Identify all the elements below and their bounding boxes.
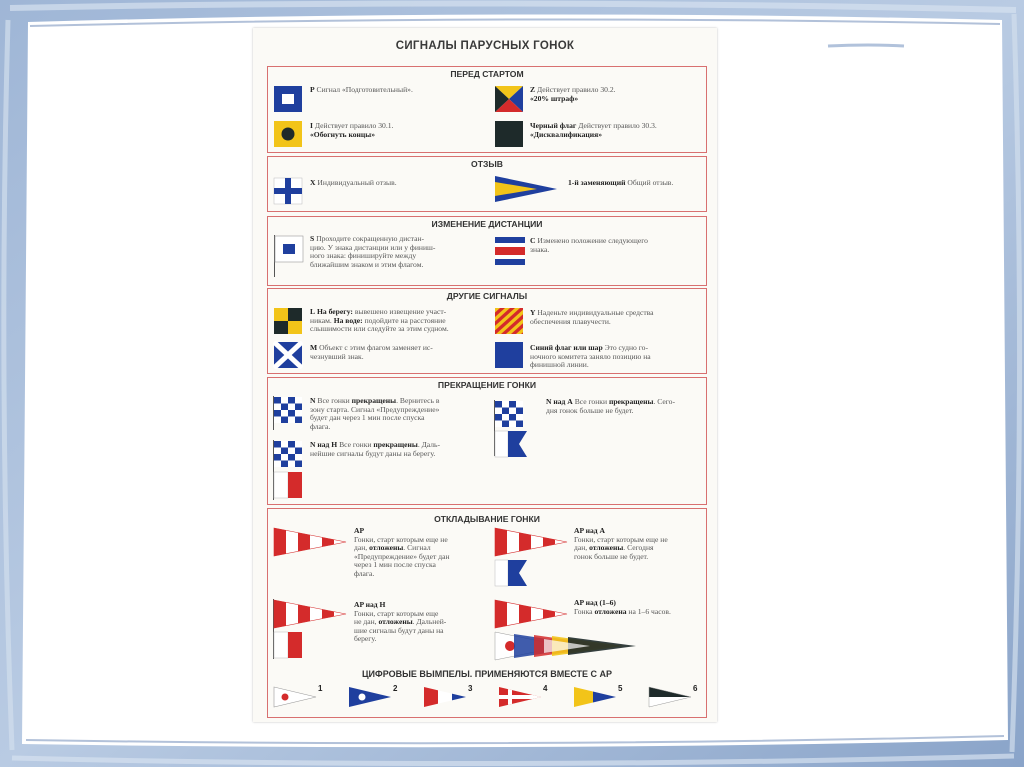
text-n-over-h: N над H Все гонки прекращены. Даль- нейшие сигналы будут даны на берегу. xyxy=(310,440,441,458)
text-n: N Все гонки прекращены. Вернитесь в зону старта. Сигнал «Предупреждение» будет дан через 1 мин после спуска флага. xyxy=(310,396,440,431)
flag-i xyxy=(273,120,303,148)
pennant-1 xyxy=(273,686,317,708)
section-heading: ПЕРЕД СТАРТОМ xyxy=(450,69,524,79)
text-ap: AP Гонки, старт которым еще не дан, отложены. Сигнал «Предупреждение» будет дан через 1 мин после спуска флага. xyxy=(354,526,450,578)
flag-m xyxy=(273,341,303,369)
text-y: Y Наденьте индивидуальные средства обеспечения плавучести. xyxy=(530,308,654,326)
section-abandon xyxy=(267,377,707,505)
flag-p xyxy=(273,85,303,113)
text-ap-over-h: AP над H Гонки, старт которым еще не дан, отложены. Дальней- шие сигналы будут даны на берегу. xyxy=(354,600,447,644)
flag-ap-over-a-ap xyxy=(494,527,568,557)
flag-ap-over-a-a xyxy=(494,559,528,587)
text-c: C Изменено положение следующего знака. xyxy=(530,236,648,254)
section-heading: ОТЗЫВ xyxy=(471,159,503,169)
flag-ap-over-h-ap xyxy=(273,599,347,629)
flag-black xyxy=(494,120,524,148)
section-heading: ДРУГИЕ СИГНАЛЫ xyxy=(446,291,528,301)
flag-ap-over-1-6-stack xyxy=(494,631,638,661)
text-n-over-a: N над A Все гонки прекращены. Сего- дня гонок больше не будет. xyxy=(546,397,675,415)
text-x: X Индивидуальный отзыв. xyxy=(310,178,397,187)
text-l: L На берегу: вывешено извещение участ- никам. На воде: подойдите на расстояние слышимости или следуйте за этим судном. xyxy=(310,307,449,334)
text-blue-flag: Синий флаг или шар Это судно го- ночного комитета заняло позицию на финишной линии. xyxy=(530,343,651,370)
pennant-3 xyxy=(423,686,467,708)
text-i: I Действует правило 30.1. «Обогнуть концы» xyxy=(310,121,394,139)
flag-n xyxy=(273,396,303,424)
flag-ap-over-h-h xyxy=(273,631,303,659)
flag-y xyxy=(494,307,524,335)
flag-n-over-h-n xyxy=(273,440,303,468)
flag-z xyxy=(494,85,524,113)
flag-c xyxy=(494,236,526,266)
section-other xyxy=(267,288,707,374)
text-ap-over-1-6: AP над (1–6) Гонка отложена на 1–6 часов. xyxy=(574,598,671,616)
text-s: S Проходите сокращенную дистан- цию. У знака дистанции или у финиш- ного знака: финишируйте между ближайшим знаком и этим флагом. xyxy=(310,234,436,269)
section-course-change xyxy=(267,216,707,286)
section-heading: ИЗМЕНЕНИЕ ДИСТАНЦИИ xyxy=(431,219,543,229)
pennant-1-label: 1 xyxy=(318,684,323,693)
flag-s xyxy=(274,235,304,263)
pennant-4 xyxy=(498,686,542,708)
text-z: Z Действует правило 30.2. «20% штраф» xyxy=(530,85,616,103)
sheet-title: СИГНАЛЫ ПАРУСНЫХ ГОНОК xyxy=(395,40,575,52)
numeral-pennants-heading: ЦИФРОВЫЕ ВЫМПЕЛЫ. ПРИМЕНЯЮТСЯ ВМЕСТЕ С AP xyxy=(361,669,613,679)
flag-n-over-h-h xyxy=(273,471,303,499)
flag-blue xyxy=(494,341,524,369)
text-m: M Объект с этим флагом заменяет ис- чезнувший знак. xyxy=(310,343,433,361)
section-before-start xyxy=(267,66,707,153)
pennant-2 xyxy=(348,686,392,708)
text-p: P Сигнал «Подготовительный». xyxy=(310,85,413,94)
pennant-5 xyxy=(573,686,617,708)
pennant-6 xyxy=(648,686,692,708)
section-postpone xyxy=(267,508,707,718)
section-recall xyxy=(267,156,707,212)
pennant-5-label: 5 xyxy=(618,684,623,693)
section-heading: ПРЕКРАЩЕНИЕ ГОНКИ xyxy=(437,380,537,390)
pennant-6-label: 6 xyxy=(693,684,698,693)
pennant-3-label: 3 xyxy=(468,684,473,693)
flag-n-over-a-n xyxy=(494,400,524,428)
text-black-flag: Черный флаг Действует правило 30.3. «Дисквалификация» xyxy=(530,121,657,139)
section-heading: ОТКЛАДЫВАНИЕ ГОНКИ xyxy=(434,514,540,524)
flag-x xyxy=(273,177,303,205)
text-ap-over-a: AP над A Гонки, старт которым еще не дан, отложены. Сегодня гонок больше не будет. xyxy=(574,526,668,561)
text-first-substitute: 1-й заменяющий Общий отзыв. xyxy=(568,178,674,187)
flag-first-substitute xyxy=(494,175,558,203)
pennant-4-label: 4 xyxy=(543,684,548,693)
flag-ap xyxy=(273,527,347,557)
flag-l xyxy=(273,307,303,335)
pennant-2-label: 2 xyxy=(393,684,398,693)
flag-ap-over-1-6-ap xyxy=(494,599,568,629)
signals-sheet xyxy=(253,28,717,722)
